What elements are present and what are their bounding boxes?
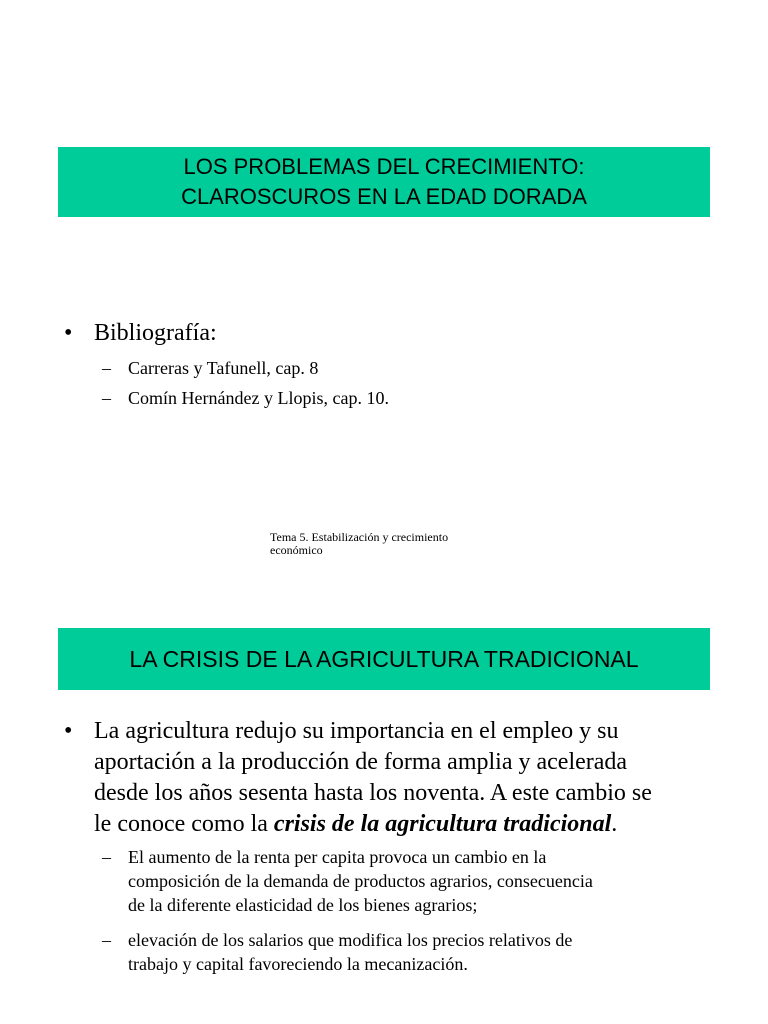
slide2-bullet-line3: desde los años sesenta hasta los noventa. A este cambio se bbox=[94, 780, 652, 806]
slide2-sub-item-2-line1: elevación de los salarios que modifica los precios relativos de bbox=[128, 930, 573, 950]
dash-icon: – bbox=[102, 930, 111, 950]
dash-icon: – bbox=[102, 358, 111, 378]
slide1-sub-item-2-text: Comín Hernández y Llopis, cap. 10. bbox=[128, 388, 389, 408]
slide2-sub-item-2 bbox=[102, 928, 572, 976]
slide1-bullet bbox=[64, 318, 217, 348]
slide2-sub-item-1-line3: de la diferente elasticidad de los bienes agrarios; bbox=[128, 895, 478, 915]
slide1-title-banner bbox=[58, 147, 710, 217]
slide2-bullet-line1: La agricultura redujo su importancia en el empleo y su bbox=[94, 718, 619, 744]
slide2-sub-item-1 bbox=[102, 845, 593, 917]
slide2-sub-item-1-line2: composición de la demanda de productos agrarios, consecuencia bbox=[128, 871, 593, 891]
slide1-bullet-text: Bibliografía: bbox=[94, 320, 217, 346]
slide2-title: LA CRISIS DE LA AGRICULTURA TRADICIONAL bbox=[129, 646, 639, 672]
slide2-bullet-line4-start: le conoce como la bbox=[94, 811, 274, 837]
slide2-bullet-line2: aportación a la producción de forma amplia y acelerada bbox=[94, 749, 628, 775]
slide2-bullet-period: . bbox=[611, 811, 618, 837]
slide1-footer-line1: Tema 5. Estabilización y crecimiento bbox=[270, 530, 449, 544]
slide2-bullet-emphasis: crisis de la agricultura tradicional bbox=[273, 811, 612, 837]
slide1-sub-item-1-text: Carreras y Tafunell, cap. 8 bbox=[128, 358, 319, 378]
slide2-sub-item-1-line1: El aumento de la renta per capita provoca un cambio en la bbox=[128, 847, 547, 867]
slide1-sub-item-2 bbox=[102, 386, 389, 410]
bullet-dot-icon: • bbox=[64, 320, 73, 346]
slide1-title-line1: LOS PROBLEMAS DEL CRECIMIENTO: bbox=[183, 154, 585, 179]
slide1-sub-item-1 bbox=[102, 356, 318, 380]
slide2-sub-item-2-line2: trabajo y capital favoreciendo la mecanización. bbox=[128, 954, 468, 974]
slide2-bullet bbox=[64, 716, 652, 840]
bullet-dot-icon: • bbox=[64, 718, 73, 744]
slide1-footer bbox=[270, 531, 520, 557]
slide1-title-line2: CLAROSCUROS EN LA EDAD DORADA bbox=[181, 184, 587, 209]
slide2-sub-item-1-text bbox=[128, 845, 593, 917]
dash-icon: – bbox=[102, 847, 111, 867]
slide1-footer-line2: económico bbox=[270, 543, 323, 557]
slide2-sub-item-2-text bbox=[128, 928, 572, 976]
slide2-title-banner bbox=[58, 628, 710, 690]
dash-icon: – bbox=[102, 388, 111, 408]
slide2-bullet-text bbox=[94, 716, 652, 840]
slide2-bullet-line4 bbox=[94, 809, 652, 840]
